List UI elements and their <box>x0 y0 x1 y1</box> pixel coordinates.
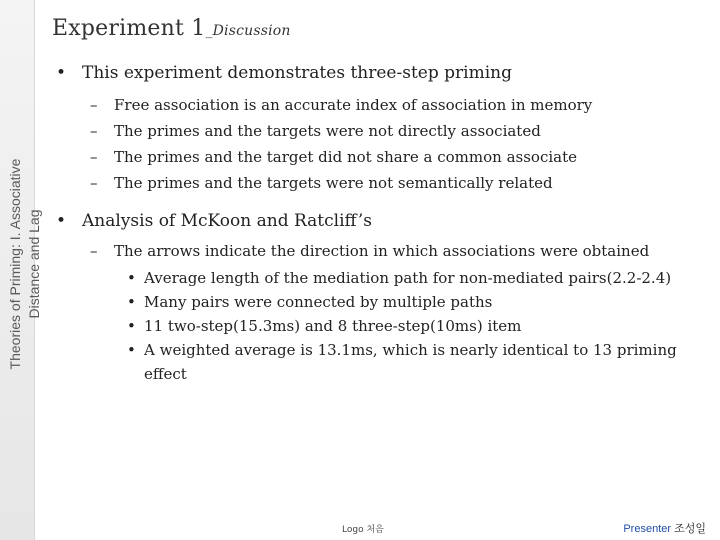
list-item: • 11 two-step(15.3ms) and 8 three-step(10ms) item <box>56 314 696 338</box>
list-item: – Free association is an accurate index of association in memory <box>56 92 696 118</box>
section2-subpoint: – The arrows indicate the direction in which associations were obtained <box>56 240 696 262</box>
presenter-name: 조성일 <box>674 522 706 535</box>
list-item: • Many pairs were connected by multiple paths <box>56 290 696 314</box>
list-item: – The primes and the targets were not directly associated <box>56 118 696 144</box>
title-main: Experiment 1 <box>52 16 206 41</box>
list-item: • A weighted average is 13.1ms, which is nearly identical to 13 priming effect <box>56 338 696 386</box>
sidebar <box>0 0 42 540</box>
slide-content <box>56 62 696 386</box>
page-title <box>52 16 291 41</box>
title-sub: _Discussion <box>205 23 291 39</box>
footer-presenter <box>623 520 706 536</box>
presenter-label: Presenter <box>623 523 672 535</box>
section1-list <box>56 92 696 196</box>
section1-heading: • This experiment demonstrates three-step priming <box>56 62 696 84</box>
list-item: – The primes and the target did not share a common associate <box>56 144 696 170</box>
list-item: • Average length of the mediation path for non-mediated pairs(2.2-2.4) <box>56 266 696 290</box>
footer-logo: Logo 처음 <box>342 525 384 535</box>
section2-heading: • Analysis of McKoon and Ratcliff’s <box>56 210 696 232</box>
sidebar-title: Theories of Priming: I. Associative Distance and Lag <box>7 158 42 370</box>
list-item: – The primes and the targets were not semantically related <box>56 170 696 196</box>
